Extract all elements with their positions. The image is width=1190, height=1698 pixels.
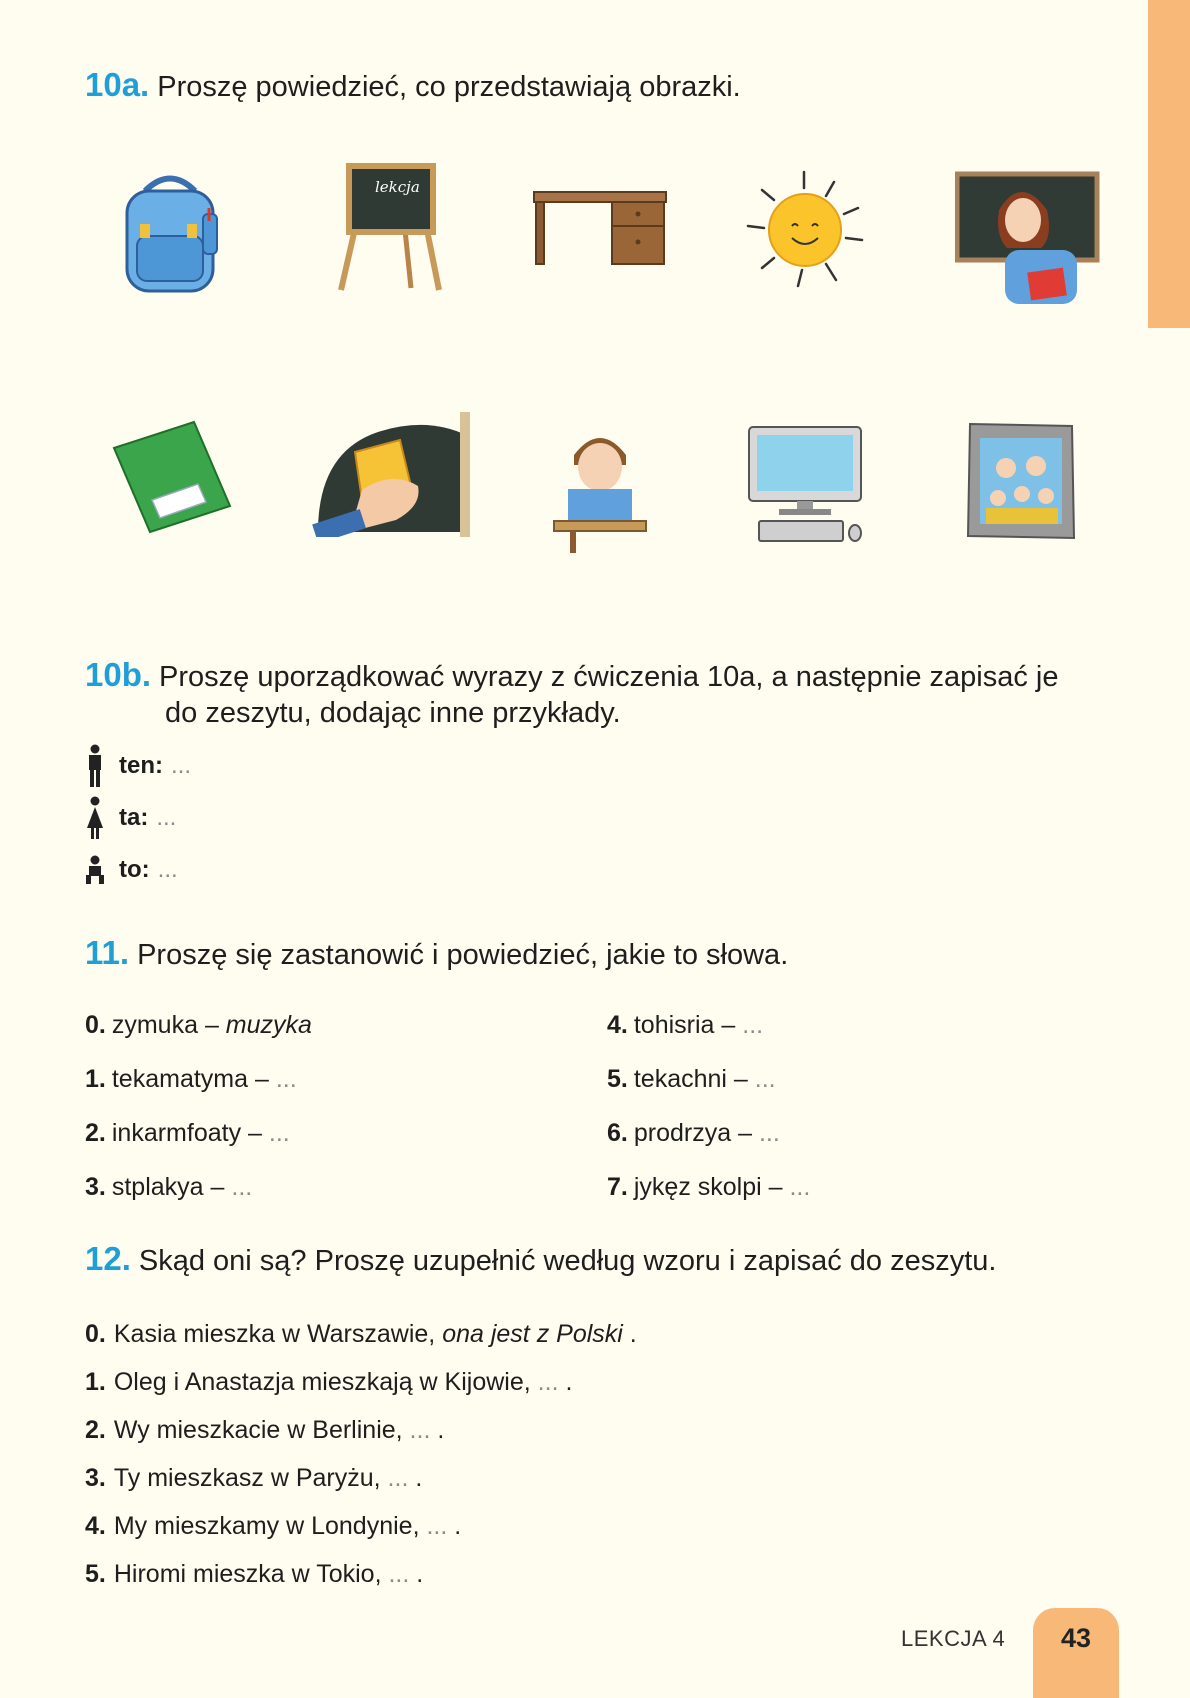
sentence-item: 0. Kasia mieszka w Warszawie, ona jest z Polski .: [85, 1320, 637, 1348]
gender-label: ta:: [119, 804, 149, 831]
man-icon: [85, 744, 105, 788]
sponge-icon: [300, 412, 475, 537]
sentence-item: 5. Hiromi mieszka w Tokio, ... .: [85, 1560, 424, 1588]
blackboard-icon: [335, 160, 445, 295]
exercise-12-heading: [85, 1240, 996, 1278]
family-photo-icon: [962, 420, 1082, 545]
gender-answer: ...: [157, 856, 178, 883]
page-number: 43: [1060, 1623, 1092, 1653]
sentence-item: 2. Wy mieszkacie w Berlinie, ... .: [85, 1416, 445, 1444]
exercise-10b-heading: [85, 656, 1059, 694]
gender-row-masculine: [85, 744, 191, 788]
notebook-icon: [110, 420, 235, 535]
exercise-instruction-cont: do zeszytu, dodając inne przykłady.: [165, 697, 621, 729]
exercise-instruction: Skąd oni są? Proszę uzupełnić według wzoru i zapisać do zeszytu.: [138, 1245, 997, 1277]
desk-icon: [532, 190, 668, 270]
gender-answer: ...: [156, 804, 177, 831]
word-item: 3. stplakya – ...: [85, 1173, 253, 1201]
exercise-number: 12.: [85, 1240, 131, 1277]
word-item: 0. zymuka – muzyka: [85, 1011, 312, 1039]
word-item: 5. tekachni – ...: [607, 1065, 776, 1093]
sun-icon: [740, 168, 880, 293]
gender-answer: ...: [171, 752, 192, 779]
exercise-11-heading: [85, 934, 788, 972]
sentence-item: 4. My mieszkamy w Londynie, ... .: [85, 1512, 462, 1540]
sentence-item: 3. Ty mieszkasz w Paryżu, ... .: [85, 1464, 423, 1492]
exercise-number: 10b.: [85, 656, 152, 693]
child-icon: [85, 855, 105, 885]
computer-icon: [745, 425, 865, 545]
teacher-icon: [955, 170, 1100, 304]
gender-row-neuter: [85, 855, 178, 885]
exercise-10a-heading: [85, 66, 741, 104]
exercise-instruction: Proszę powiedzieć, co przedstawiają obrazki.: [157, 71, 741, 103]
word-item: 7. jykęz skolpi – ...: [607, 1173, 811, 1201]
word-item: 4. tohisria – ...: [607, 1011, 764, 1039]
student-icon: [550, 425, 650, 555]
word-item: 6. prodrzya – ...: [607, 1119, 780, 1147]
exercise-number: 11.: [85, 934, 130, 971]
exercise-number: 10a.: [85, 66, 150, 103]
exercise-instruction: Proszę się zastanowić i powiedzieć, jakie to słowa.: [137, 939, 789, 971]
backpack-icon: [115, 166, 225, 296]
gender-row-feminine: [85, 796, 176, 840]
exercise-instruction: Proszę uporządkować wyrazy z ćwiczenia 10a, a następnie zapisać je: [159, 661, 1059, 693]
lesson-label: LEKCJA 4: [901, 1626, 1006, 1651]
gender-label: ten:: [119, 752, 163, 779]
side-tab: [1148, 0, 1190, 328]
sentence-item: 1. Oleg i Anastazja mieszkają w Kijowie, ... .: [85, 1368, 573, 1396]
word-item: 1. tekamatyma – ...: [85, 1065, 297, 1093]
blackboard-word: lekcja: [375, 178, 420, 196]
gender-label: to:: [119, 856, 150, 883]
word-item: 2. inkarmfoaty – ...: [85, 1119, 290, 1147]
woman-icon: [85, 796, 105, 840]
